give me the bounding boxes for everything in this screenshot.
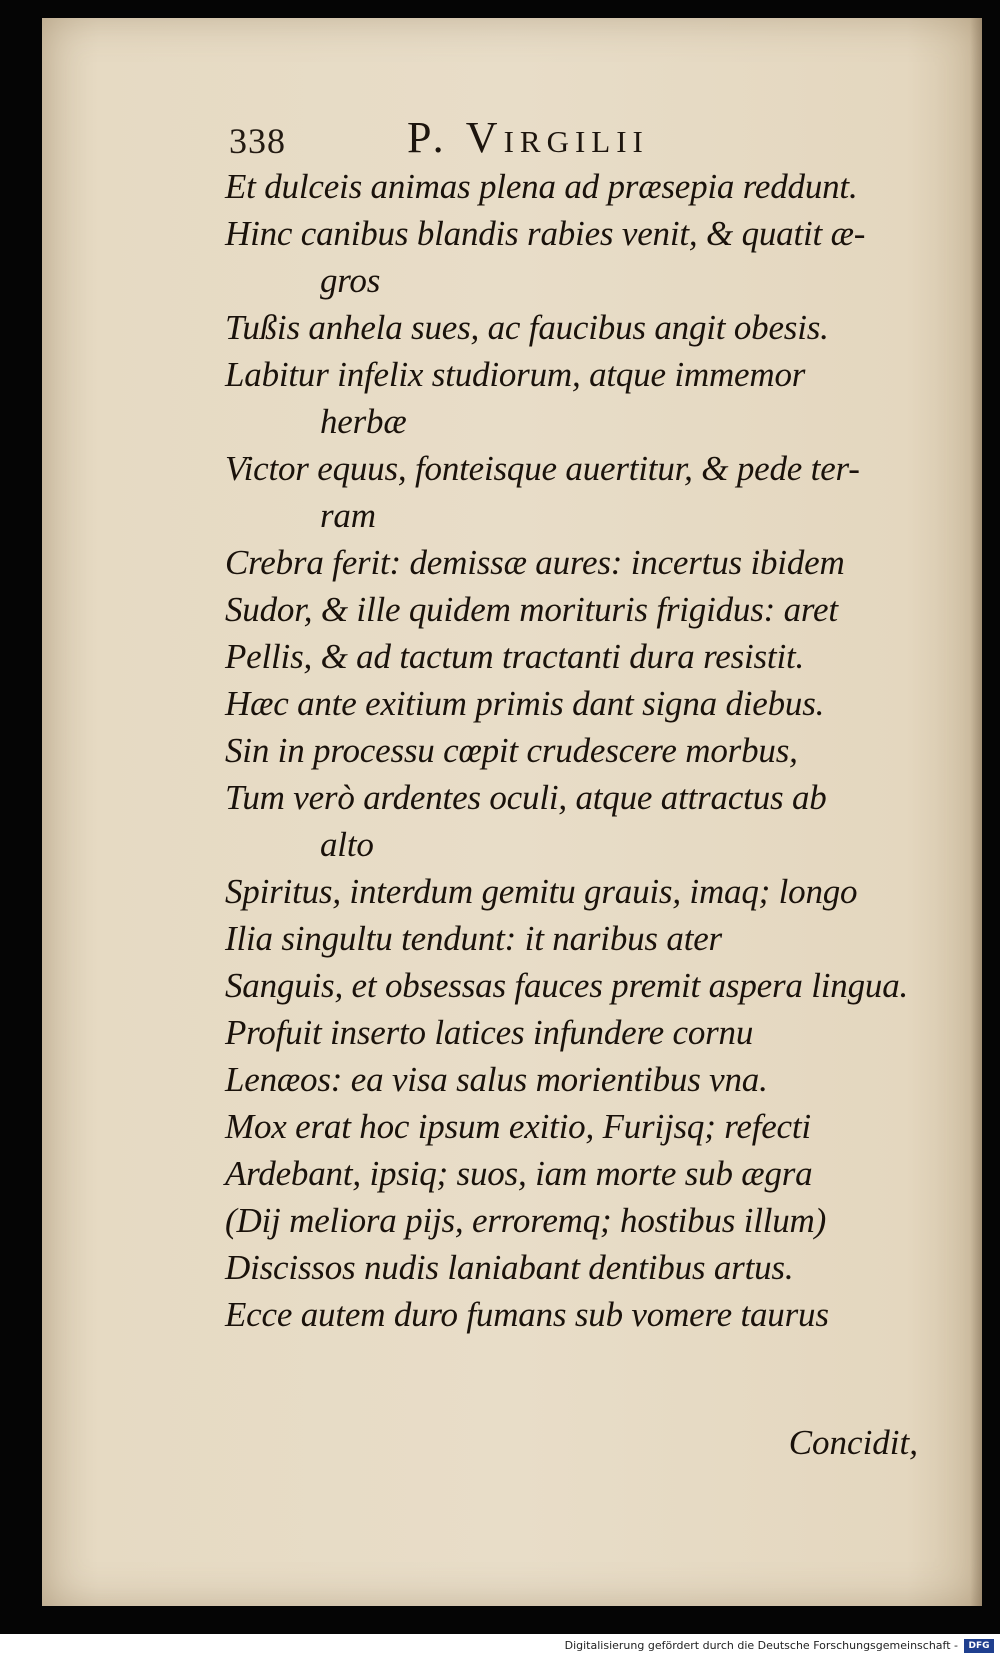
verse-line: Tußis anhela sues, ac faucibus angit obesis.	[225, 308, 829, 347]
digitization-footer	[0, 1634, 1000, 1656]
verse-line: Sin in processu cœpit crudescere morbus,	[225, 731, 798, 770]
verse-line: Sudor, & ille quidem morituris frigidus: aret	[225, 590, 838, 629]
page-number: 338	[229, 121, 286, 161]
verse-line: Profuit inserto latices infundere cornu	[225, 1013, 754, 1052]
funding-credit: Digitalisierung gefördert durch die Deutsche Forschungsgemeinschaft -	[564, 1639, 958, 1652]
page-header	[42, 100, 982, 160]
verse-line: Pellis, & ad tactum tractanti dura resistit.	[225, 637, 805, 676]
verse-line: Crebra ferit: demissæ aures: incertus ibidem	[225, 543, 845, 582]
verse-line: (Dij meliora pijs, erroremq; hostibus illum)	[225, 1201, 827, 1240]
verse-line: Tum verò ardentes oculi, atque attractus ab	[225, 778, 827, 817]
verse-line: Sanguis, et obsessas fauces premit aspera lingua.	[225, 966, 909, 1005]
verse-continuation: alto	[320, 825, 374, 864]
catchword: Concidit,	[788, 1423, 918, 1462]
verse-line: Hinc canibus blandis rabies venit, & quatit æ-	[225, 214, 866, 253]
verse-continuation: herbæ	[320, 402, 407, 441]
verse-line: Lenæos: ea visa salus morientibus vna.	[225, 1060, 768, 1099]
dfg-logo-icon: DFG	[964, 1639, 994, 1653]
verse-line: Mox erat hoc ipsum exitio, Furijsq; refecti	[225, 1107, 811, 1146]
running-head: P. Virgilii	[407, 113, 649, 162]
verse-line: Ardebant, ipsiq; suos, iam morte sub ægra	[225, 1154, 813, 1193]
verse-line: Labitur infelix studiorum, atque immemor	[225, 355, 806, 394]
verse-line: Ecce autem duro fumans sub vomere taurus	[225, 1295, 829, 1334]
verse-continuation: ram	[320, 496, 376, 535]
verse-line: Discissos nudis laniabant dentibus artus.	[225, 1248, 794, 1287]
verse-line: Et dulceis animas plena ad præsepia reddunt.	[225, 167, 858, 206]
verse-line: Ilia singultu tendunt: it naribus ater	[225, 919, 722, 958]
verse-continuation: gros	[320, 261, 381, 300]
verse-block	[225, 163, 955, 1338]
verse-line: Spiritus, interdum gemitu grauis, imaq; longo	[225, 872, 858, 911]
book-page	[42, 18, 982, 1606]
verse-line: Hæc ante exitium primis dant signa diebus.	[225, 684, 825, 723]
verse-line: Victor equus, fonteisque auertitur, & pede ter-	[225, 449, 860, 488]
